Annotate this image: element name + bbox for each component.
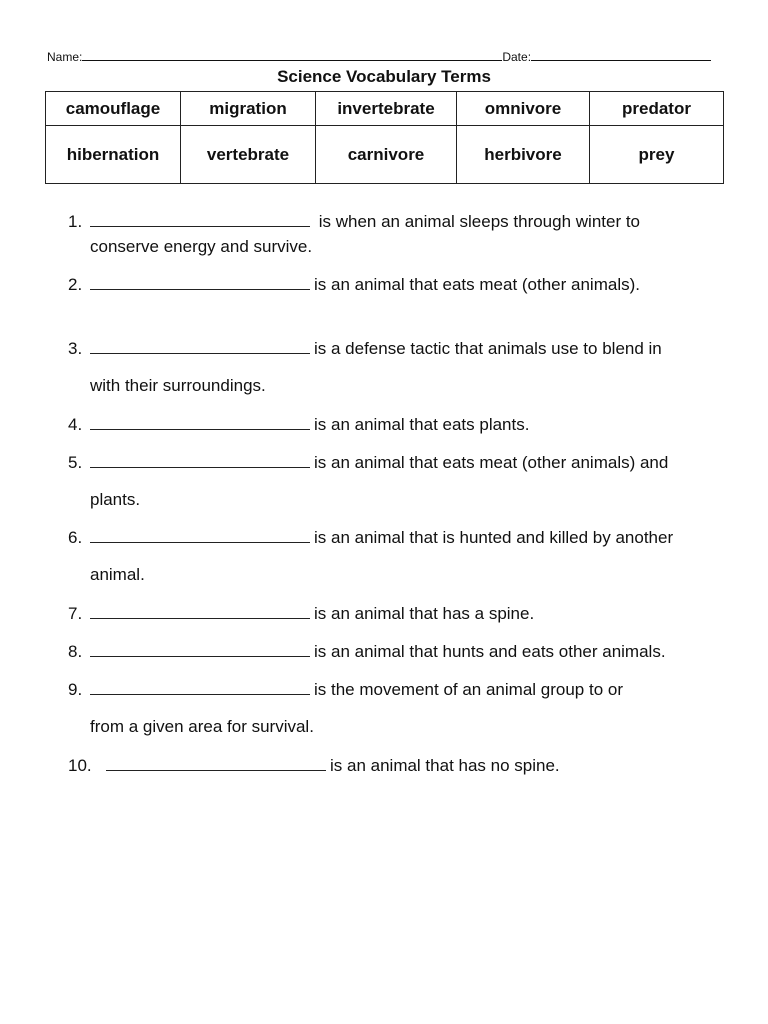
question-item (68, 449, 728, 509)
question-number: 2. (68, 275, 83, 294)
question-item (68, 335, 728, 395)
name-date-line (47, 48, 722, 65)
question-text: is an animal that has no spine. (330, 756, 560, 775)
question-text: is an animal that is hunted and killed by another (314, 528, 674, 547)
question-number: 9. (68, 680, 83, 699)
question-item (68, 271, 728, 298)
question-number: 3. (68, 339, 83, 358)
question-text: is an animal that eats plants. (314, 415, 530, 434)
date-label: Date: (502, 50, 532, 64)
question-item (68, 676, 728, 736)
question-item (68, 411, 728, 438)
question-number: 7. (68, 604, 83, 623)
question-text: is an animal that eats meat (other animals). (314, 275, 640, 294)
answer-blank[interactable] (90, 335, 310, 354)
question-text: is when an animal sleeps through winter to (314, 212, 641, 231)
question-item (68, 524, 728, 584)
term-cell: omnivore (457, 92, 590, 126)
question-item (68, 752, 728, 779)
term-cell: herbivore (457, 126, 590, 184)
answer-blank[interactable] (90, 676, 310, 695)
name-label: Name: (47, 50, 83, 64)
question-continuation: with their surroundings. (90, 376, 266, 395)
term-cell: hibernation (46, 126, 181, 184)
name-field[interactable] (82, 48, 502, 61)
answer-blank[interactable] (90, 449, 310, 468)
vocabulary-terms-table (45, 91, 724, 184)
question-continuation: conserve energy and survive. (90, 237, 313, 256)
term-cell: camouflage (46, 92, 181, 126)
terms-row-1 (46, 92, 724, 126)
question-item (68, 208, 728, 256)
question-continuation: animal. (90, 565, 145, 584)
term-cell: vertebrate (181, 126, 316, 184)
question-text: is an animal that has a spine. (314, 604, 535, 623)
question-item (68, 638, 728, 665)
term-cell: invertebrate (316, 92, 457, 126)
answer-blank[interactable] (90, 208, 310, 227)
question-number: 6. (68, 528, 83, 547)
term-cell: carnivore (316, 126, 457, 184)
question-text: is an animal that hunts and eats other animals. (314, 642, 666, 661)
question-continuation: from a given area for survival. (90, 717, 314, 736)
question-item (68, 600, 728, 627)
answer-blank[interactable] (106, 752, 326, 771)
term-cell: predator (590, 92, 724, 126)
answer-blank[interactable] (90, 271, 310, 290)
question-text: is an animal that eats meat (other animals) and (314, 453, 669, 472)
question-number: 10. (68, 756, 92, 775)
question-number: 5. (68, 453, 83, 472)
date-field[interactable] (531, 48, 711, 61)
answer-blank[interactable] (90, 600, 310, 619)
question-number: 8. (68, 642, 83, 661)
term-cell: migration (181, 92, 316, 126)
term-cell: prey (590, 126, 724, 184)
answer-blank[interactable] (90, 524, 310, 543)
question-number: 1. (68, 212, 83, 231)
question-continuation: plants. (90, 490, 141, 509)
question-text: is a defense tactic that animals use to blend in (314, 339, 662, 358)
answer-blank[interactable] (90, 411, 310, 430)
terms-row-2 (46, 126, 724, 184)
answer-blank[interactable] (90, 638, 310, 657)
worksheet-title: Science Vocabulary Terms (277, 67, 491, 86)
question-number: 4. (68, 415, 83, 434)
question-text: is the movement of an animal group to or (314, 680, 623, 699)
